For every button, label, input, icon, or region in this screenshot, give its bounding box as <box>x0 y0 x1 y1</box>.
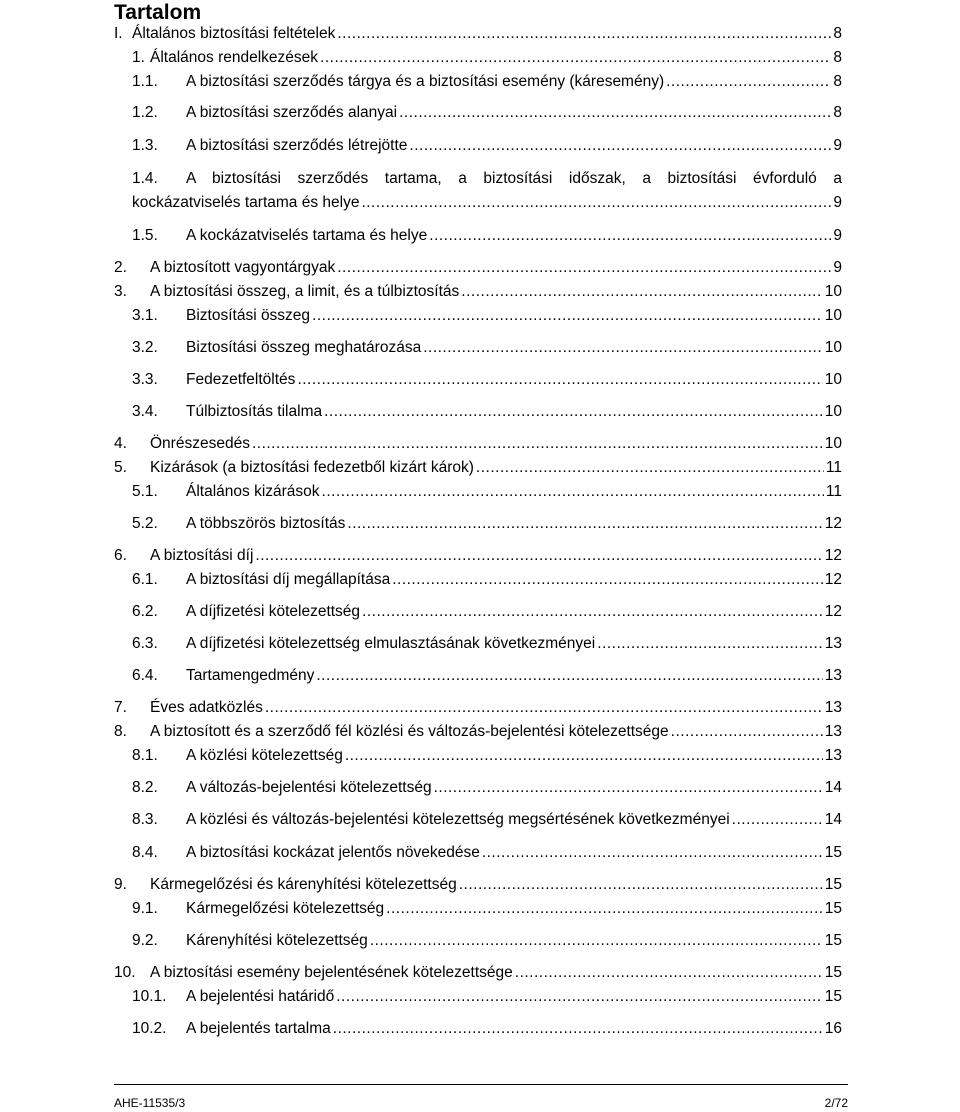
toc-number: 1.2. <box>132 104 158 121</box>
toc-number: 1. <box>132 49 145 66</box>
toc-entry[interactable] <box>0 103 842 123</box>
toc-number: 10.2. <box>132 1020 167 1037</box>
toc-page-number: 9 <box>833 259 842 276</box>
toc-entry[interactable] <box>0 666 842 686</box>
toc-page-number: 8 <box>833 49 842 66</box>
toc-number: 8.3. <box>132 811 158 828</box>
toc-number: 8.4. <box>132 844 158 861</box>
toc-text: A közlési és változás-bejelentési kötelezettség megsértésének következményei <box>186 811 730 828</box>
toc-leader-dots <box>461 282 822 302</box>
footer-page-indicator: 2/72 <box>824 1096 848 1110</box>
toc-page-number: 12 <box>824 571 842 588</box>
toc-page-number: 13 <box>824 635 842 652</box>
toc-entry[interactable] <box>0 602 842 622</box>
toc-page-number: 10 <box>824 307 842 324</box>
toc-page-number: 15 <box>824 876 842 893</box>
toc-text: Biztosítási összeg <box>186 307 311 324</box>
toc-page-number: 11 <box>825 483 842 500</box>
toc-text: A kockázatviselés tartama és helye <box>186 227 428 244</box>
toc-text: Kármegelőzési és kárenyhítési kötelezettség <box>150 876 457 893</box>
toc-page-number: 14 <box>824 811 842 828</box>
toc-entry[interactable] <box>0 810 842 830</box>
toc-entry[interactable] <box>0 634 842 654</box>
toc-text: Általános rendelkezések <box>150 49 319 66</box>
toc-entry[interactable] <box>0 136 842 156</box>
toc-page-number: 10 <box>824 339 842 356</box>
toc-leader-dots <box>409 136 831 156</box>
toc-leader-dots <box>429 226 831 246</box>
toc-number: 1.4. <box>132 170 158 187</box>
toc-text: Kizárások (a biztosítási fedezetből kizárt károk) <box>150 459 474 476</box>
toc-leader-dots <box>347 514 822 534</box>
toc-entry[interactable] <box>0 458 842 478</box>
toc-page-number: 12 <box>824 547 842 564</box>
toc-entry[interactable] <box>0 482 842 502</box>
toc-entry[interactable] <box>0 24 842 44</box>
toc-text: Éves adatközlés <box>150 699 263 716</box>
toc-leader-dots <box>399 103 831 123</box>
toc-entry-continuation[interactable] <box>0 193 842 213</box>
toc-number: 1.5. <box>132 227 158 244</box>
toc-number: 10.1. <box>132 988 167 1005</box>
toc-leader-dots <box>333 1019 823 1039</box>
footer-divider <box>114 1084 848 1085</box>
toc-leader-dots <box>671 722 823 742</box>
toc-text: Biztosítási összeg meghatározása <box>186 339 422 356</box>
toc-text: A díjfizetési kötelezettség elmulasztásának következményei <box>186 635 596 652</box>
toc-page-number: 12 <box>824 515 842 532</box>
toc-entry[interactable] <box>0 931 842 951</box>
toc-text-line1: A biztosítási szerződés tartama, a biztosítási időszak, a biztosítási évforduló a <box>186 170 842 187</box>
toc-page-number: 14 <box>824 779 842 796</box>
toc-leader-dots <box>597 634 823 654</box>
toc-text: A díjfizetési kötelezettség <box>186 603 361 620</box>
toc-leader-dots <box>386 899 823 919</box>
toc-page-number: 8 <box>833 104 842 121</box>
toc-page-number: 12 <box>824 603 842 620</box>
toc-leader-dots <box>337 24 831 44</box>
toc-leader-dots <box>362 602 823 622</box>
toc-entry[interactable] <box>0 778 842 798</box>
toc-leader-dots <box>337 258 831 278</box>
toc-leader-dots <box>434 778 823 798</box>
toc-text: A biztosítási összeg, a limit, és a túlbiztosítás <box>150 283 460 300</box>
toc-number: 5.2. <box>132 515 158 532</box>
toc-leader-dots <box>482 843 823 863</box>
toc-entry[interactable] <box>0 963 842 983</box>
toc-number: 6. <box>114 547 127 564</box>
toc-number: 4. <box>114 435 127 452</box>
toc-page-number: 13 <box>824 667 842 684</box>
toc-number: 6.4. <box>132 667 158 684</box>
toc-page-number: 10 <box>824 283 842 300</box>
toc-text: A biztosítási kockázat jelentős növekedése <box>186 844 480 861</box>
toc-number: I. <box>114 25 123 42</box>
toc-entry[interactable] <box>0 570 842 590</box>
toc-number: 9.2. <box>132 932 158 949</box>
toc-leader-dots <box>336 987 823 1007</box>
toc-leader-dots <box>265 698 823 718</box>
toc-text: Kárenyhítési kötelezettség <box>186 932 368 949</box>
toc-number: 5.1. <box>132 483 158 500</box>
toc-number: 3.2. <box>132 339 158 356</box>
toc-page-number: 10 <box>824 403 842 420</box>
toc-number: 1.3. <box>132 137 158 154</box>
toc-leader-dots <box>297 370 822 390</box>
toc-leader-dots <box>423 338 823 358</box>
toc-number: 3.1. <box>132 307 158 324</box>
toc-entry[interactable] <box>0 546 842 566</box>
toc-text: A változás-bejelentési kötelezettség <box>186 779 432 796</box>
toc-text: Általános biztosítási feltételek <box>132 25 336 42</box>
toc-text: Tartamengedmény <box>186 667 315 684</box>
toc-entry[interactable] <box>0 1019 842 1039</box>
toc-entry[interactable] <box>0 722 842 742</box>
toc-leader-dots <box>316 666 822 686</box>
toc-number: 1.1. <box>132 73 158 90</box>
toc-entry[interactable] <box>0 258 842 278</box>
toc-text: Önrészesedés <box>150 435 250 452</box>
toc-number: 6.3. <box>132 635 158 652</box>
toc-text: A közlési kötelezettség <box>186 747 343 764</box>
toc-page-number: 10 <box>824 371 842 388</box>
toc-page-number: 15 <box>824 844 842 861</box>
toc-leader-dots <box>732 810 823 830</box>
toc-page-number: 15 <box>824 900 842 917</box>
toc-text: A biztosítási díj <box>150 547 254 564</box>
toc-entry[interactable] <box>0 72 842 92</box>
toc-leader-dots <box>320 48 831 68</box>
toc-number: 6.2. <box>132 603 158 620</box>
toc-leader-dots <box>361 193 831 213</box>
toc-entry[interactable] <box>0 843 842 863</box>
toc-text: A bejelentés tartalma <box>186 1020 331 1037</box>
toc-entry[interactable] <box>0 282 842 302</box>
toc-text: A biztosítási díj megállapítása <box>186 571 391 588</box>
toc-text: Túlbiztosítás tilalma <box>186 403 323 420</box>
toc-leader-dots <box>252 434 823 454</box>
toc-page-number: 9 <box>833 227 842 244</box>
toc-entry[interactable] <box>0 434 842 454</box>
toc-text: A többszörös biztosítás <box>186 515 346 532</box>
toc-number: 5. <box>114 459 127 476</box>
toc-number: 8. <box>114 723 127 740</box>
toc-text: A biztosított és a szerződő fél közlési és változás-bejelentési kötelezettsége <box>150 723 669 740</box>
toc-page-number: 15 <box>824 988 842 1005</box>
toc-number: 8.2. <box>132 779 158 796</box>
toc-page-number: 10 <box>824 435 842 452</box>
toc-page-number: 8 <box>833 73 842 90</box>
toc-entry[interactable] <box>0 402 842 422</box>
toc-text: kockázatviselés tartama és helye <box>132 194 360 211</box>
toc-text: A biztosítási szerződés alanyai <box>186 104 398 121</box>
toc-entry[interactable] <box>0 338 842 358</box>
toc-page-number: 8 <box>833 25 842 42</box>
toc-number: 2. <box>114 259 127 276</box>
toc-text: A biztosított vagyontárgyak <box>150 259 336 276</box>
toc-text: A biztosítási szerződés létrejötte <box>186 137 408 154</box>
footer-document-id: AHE-11535/3 <box>114 1096 186 1110</box>
toc-entry[interactable] <box>0 746 842 766</box>
toc-text: A bejelentési határidő <box>186 988 335 1005</box>
toc-page-number: 13 <box>824 723 842 740</box>
toc-leader-dots <box>324 402 823 422</box>
toc-page-number: 13 <box>824 699 842 716</box>
toc-page-number: 15 <box>824 964 842 981</box>
toc-text: A biztosítási szerződés tárgya és a biztosítási esemény (káresemény) <box>186 73 665 90</box>
toc-leader-dots <box>345 746 823 766</box>
toc-leader-dots <box>476 458 824 478</box>
toc-page-number: 15 <box>824 932 842 949</box>
toc-leader-dots <box>312 306 823 326</box>
toc-entry[interactable] <box>0 514 842 534</box>
toc-leader-dots <box>459 875 823 895</box>
toc-number: 9.1. <box>132 900 158 917</box>
toc-leader-dots <box>515 963 823 983</box>
toc-entry[interactable] <box>0 698 842 718</box>
toc-number: 3. <box>114 283 127 300</box>
toc-entry[interactable] <box>0 370 842 390</box>
toc-text: A biztosítási esemény bejelentésének kötelezettsége <box>150 964 513 981</box>
toc-number: 9. <box>114 876 127 893</box>
toc-leader-dots <box>392 570 823 590</box>
toc-entry[interactable] <box>0 875 842 895</box>
toc-text: Kármegelőzési kötelezettség <box>186 900 385 917</box>
toc-page-number: 11 <box>825 459 842 476</box>
toc-leader-dots <box>322 482 824 502</box>
toc-page-number: 13 <box>824 747 842 764</box>
toc-entry[interactable] <box>0 899 842 919</box>
toc-page-number: 9 <box>833 137 842 154</box>
toc-leader-dots <box>370 931 823 951</box>
toc-leader-dots <box>255 546 822 566</box>
toc-number: 8.1. <box>132 747 158 764</box>
toc-entry[interactable] <box>0 306 842 326</box>
toc-entry[interactable] <box>0 48 842 68</box>
toc-leader-dots <box>666 72 831 92</box>
toc-page-number: 9 <box>833 194 842 211</box>
toc-number: 3.4. <box>132 403 158 420</box>
toc-number: 6.1. <box>132 571 158 588</box>
toc-title: Tartalom <box>114 1 202 24</box>
toc-number: 3.3. <box>132 371 158 388</box>
toc-entry[interactable] <box>0 987 842 1007</box>
toc-text: Általános kizárások <box>186 483 320 500</box>
toc-number: 7. <box>114 699 127 716</box>
toc-text: Fedezetfeltöltés <box>186 371 296 388</box>
toc-number: 10. <box>114 964 136 981</box>
toc-page-number: 16 <box>824 1020 842 1037</box>
toc-entry[interactable] <box>0 226 842 246</box>
